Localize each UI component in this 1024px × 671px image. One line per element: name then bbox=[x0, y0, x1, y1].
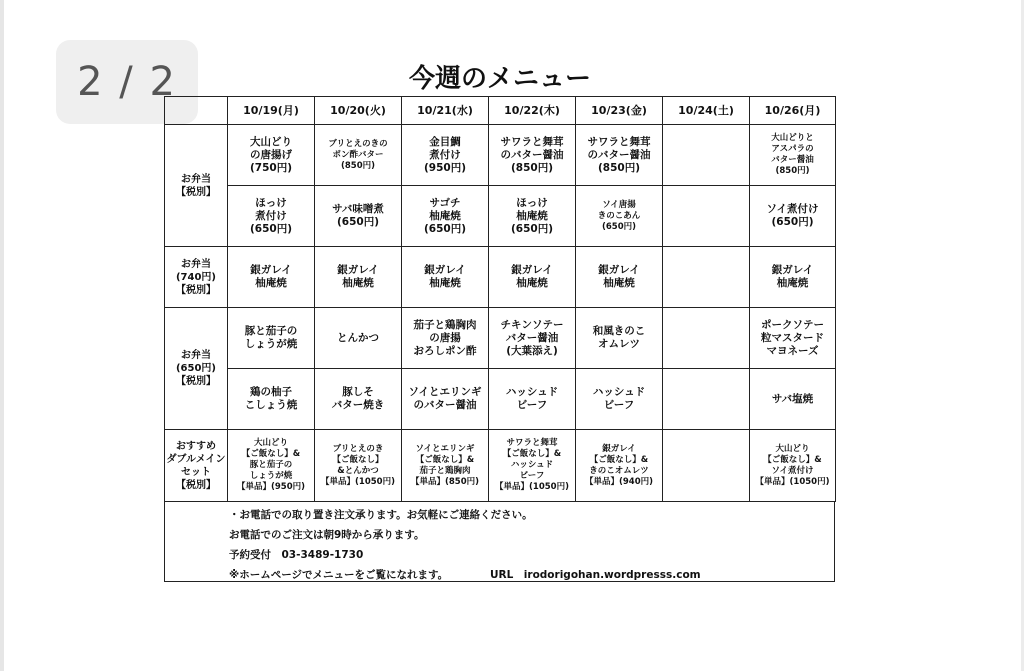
menu-cell: 銀ガレイ 柚庵焼 bbox=[489, 247, 576, 308]
menu-cell: ハッシュド ビーフ bbox=[489, 369, 576, 430]
table-row bbox=[165, 125, 836, 186]
menu-cell: ポークソテー 粒マスタード マヨネーズ bbox=[750, 308, 836, 369]
menu-cell bbox=[663, 186, 750, 247]
header-cell-date: 10/26(月) bbox=[750, 97, 836, 125]
menu-cell: サワラと舞茸 のバター醤油 (850円) bbox=[576, 125, 663, 186]
phone-number: 予約受付 03-3489-1730 bbox=[229, 549, 364, 561]
table-row bbox=[165, 369, 836, 430]
menu-cell: サワラと舞茸 【ご飯なし】& ハッシュド ビーフ 【単品】(1050円) bbox=[489, 430, 576, 502]
menu-cell: 大山どり の唐揚げ (750円) bbox=[228, 125, 315, 186]
menu-cell: 大山どり 【ご飯なし】& 豚と茄子の しょうが焼 【単品】(950円) bbox=[228, 430, 315, 502]
menu-cell: ブリとえのきの ポン酢バター (850円) bbox=[315, 125, 402, 186]
header-cell-date: 10/22(木) bbox=[489, 97, 576, 125]
menu-cell: サゴチ 柚庵焼 (650円) bbox=[402, 186, 489, 247]
menu-cell: 銀ガレイ 柚庵焼 bbox=[402, 247, 489, 308]
menu-cell: 豚と茄子の しょうが焼 bbox=[228, 308, 315, 369]
header-cell-date: 10/19(月) bbox=[228, 97, 315, 125]
menu-table bbox=[164, 96, 836, 502]
menu-cell: 鶏の柚子 こしょう焼 bbox=[228, 369, 315, 430]
menu-cell: ほっけ 煮付け (650円) bbox=[228, 186, 315, 247]
menu-cell: とんかつ bbox=[315, 308, 402, 369]
row-label-bento-740: お弁当 (740円) 【税別】 bbox=[165, 247, 228, 308]
menu-cell: サワラと舞茸 のバター醤油 (850円) bbox=[489, 125, 576, 186]
menu-cell: 金目鯛 煮付け (950円) bbox=[402, 125, 489, 186]
row-label-bento-650: お弁当 (650円) 【税別】 bbox=[165, 308, 228, 430]
row-label-recommend: おすすめ ダブルメイン セット 【税別】 bbox=[165, 430, 228, 502]
note-line: お電話でのご注文は朝9時から承ります。 bbox=[229, 529, 425, 541]
row-label-bento: お弁当 【税別】 bbox=[165, 125, 228, 247]
menu-cell: 銀ガレイ 柚庵焼 bbox=[576, 247, 663, 308]
table-row bbox=[165, 308, 836, 369]
menu-cell bbox=[663, 247, 750, 308]
header-cell-corner bbox=[165, 97, 228, 125]
header-cell-date: 10/24(土) bbox=[663, 97, 750, 125]
menu-cell: ほっけ 柚庵焼 (650円) bbox=[489, 186, 576, 247]
table-row bbox=[165, 430, 836, 502]
header-cell-date: 10/23(金) bbox=[576, 97, 663, 125]
menu-cell: ハッシュド ビーフ bbox=[576, 369, 663, 430]
menu-cell: ソイとエリンギ 【ご飯なし】& 茄子と鶏胸肉 【単品】(850円) bbox=[402, 430, 489, 502]
menu-cell bbox=[663, 308, 750, 369]
table-row bbox=[165, 186, 836, 247]
menu-cell: 銀ガレイ 柚庵焼 bbox=[228, 247, 315, 308]
menu-cell: 銀ガレイ 柚庵焼 bbox=[315, 247, 402, 308]
menu-cell: 銀ガレイ 柚庵焼 bbox=[750, 247, 836, 308]
menu-cell: ソイ煮付け (650円) bbox=[750, 186, 836, 247]
menu-cell: チキンソテー バター醤油 (大葉添え) bbox=[489, 308, 576, 369]
menu-cell bbox=[663, 125, 750, 186]
menu-cell: ブリとえのき 【ご飯なし】 &とんかつ 【単品】(1050円) bbox=[315, 430, 402, 502]
website-url: URL irodorigohan.wordpresss.com bbox=[490, 569, 701, 581]
menu-cell: 大山どりと アスパラの バター醤油 (850円) bbox=[750, 125, 836, 186]
menu-cell: 大山どり 【ご飯なし】& ソイ煮付け 【単品】(1050円) bbox=[750, 430, 836, 502]
menu-cell: 和風きのこ オムレツ bbox=[576, 308, 663, 369]
page-title: 今週のメニュー bbox=[408, 64, 591, 94]
menu-cell: ソイとエリンギ のバター醤油 bbox=[402, 369, 489, 430]
header-row bbox=[165, 97, 836, 125]
left-edge bbox=[0, 0, 4, 671]
menu-cell: 銀ガレイ 【ご飯なし】& きのこオムレツ 【単品】(940円) bbox=[576, 430, 663, 502]
menu-cell: サバ塩焼 bbox=[750, 369, 836, 430]
menu-cell: 茄子と鶏胸肉 の唐揚 おろしポン酢 bbox=[402, 308, 489, 369]
menu-cell bbox=[663, 369, 750, 430]
menu-cell: サバ味噌煮 (650円) bbox=[315, 186, 402, 247]
header-cell-date: 10/20(火) bbox=[315, 97, 402, 125]
menu-cell bbox=[663, 430, 750, 502]
notes-box bbox=[164, 501, 835, 582]
note-line: ・お電話での取り置き注文承ります。お気軽にご連絡ください。 bbox=[229, 509, 533, 521]
page-indicator: 2 / 2 bbox=[56, 40, 198, 124]
table-row bbox=[165, 247, 836, 308]
menu-cell: 豚しそ バター焼き bbox=[315, 369, 402, 430]
menu-cell: ソイ唐揚 きのこあん (650円) bbox=[576, 186, 663, 247]
header-cell-date: 10/21(水) bbox=[402, 97, 489, 125]
note-line: ※ホームページでメニューをご覧になれます。 bbox=[229, 569, 449, 581]
